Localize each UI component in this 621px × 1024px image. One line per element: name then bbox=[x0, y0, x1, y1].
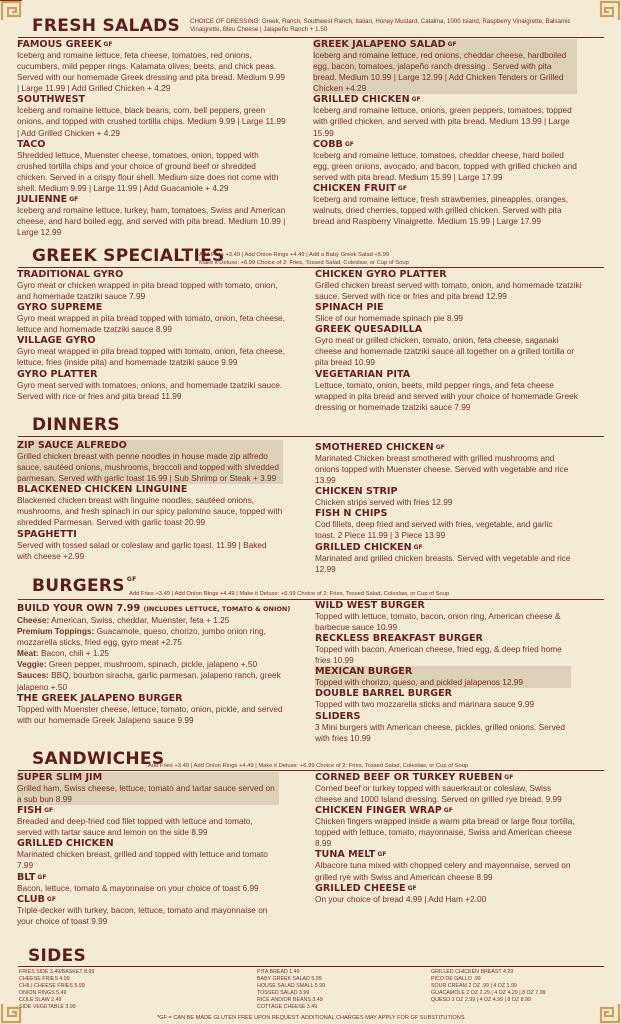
section-title-sides: SIDES bbox=[28, 946, 87, 966]
burgers-right-column bbox=[315, 600, 571, 744]
menu-item: SOUTHWEST Iceberg and romaine lettuce, black beans, corn, bell peppers, green onions, and topped with crushed tortilla chips. Medium 9.99 | Large 11.99 | Add Grilled Chicken + 4.29 bbox=[17, 94, 286, 138]
menu-item: RECKLESS BREAKFAST BURGER Topped with bacon, American cheese, fried egg, & deep fried home fries 10.99 bbox=[315, 633, 562, 666]
menu-item: CHICKEN FRUIT $^{GF}$ Iceberg and romaine lettuce, fresh strawberries, pineapples, oranges, walnuts, dried cherries, topped with grilled chicken. Served with pita bread and Raspberry Vinaigrette. Medium 15.99 | Large 17.99 bbox=[313, 182, 569, 227]
menu-item: CHICKEN GYRO PLATTER Grilled chicken breast served with tomato, onion, and homemade tzatziki sauce. Served with rice or fries and pita bread 12.99 bbox=[315, 269, 582, 302]
section-divider bbox=[18, 770, 604, 771]
menu-item-featured: ZIP SAUCE ALFREDO Grilled chicken breast with penne noodles in house made zip alfredo sauce, sautéed onions, mushrooms, broccoli and topped with shredded parmesan. Served with garlic toast 16.99 | Sub Shrimp or Steak + 3.99 bbox=[17, 440, 283, 484]
dressing-choices: CHOICE OF DRESSING: Greek, Ranch, Southwest Ranch, Italian, Honey Mustard, Catalina, 1000 Island, Raspberry Vinaigrette, Balsamic Vinaigrette, Bleu Cheese | Jalapeño Ranch + 1.50 bbox=[190, 18, 571, 33]
section-title-burgers: BURGERS $^{GF}$ bbox=[32, 576, 137, 596]
menu-item: SLIDERS 3 Mini burgers with American cheese, pickles, grilled onions. Served with fries 10.99 bbox=[315, 710, 565, 743]
side-item: TOSSED SALAD 3.99 bbox=[257, 990, 310, 997]
side-item: BABY GREEK SALAD 5.99 bbox=[257, 976, 322, 983]
dinners-right-column bbox=[315, 442, 573, 575]
menu-item: GRILLED CHICKEN $^{GF}$ Iceberg and romaine lettuce, onions, green peppers, tomatoes, topped with grilled chicken, and served with pita bread. Medium 13.99 | Large 15.99 bbox=[313, 94, 572, 138]
menu-item: DOUBLE BARREL BURGER Topped with two mozzarella sticks and marinara sauce 9.99 bbox=[315, 688, 535, 710]
side-item: SIDE VEGETABLE 3.99 bbox=[19, 1004, 76, 1011]
side-item: HOUSE SALAD SMALL 5.99 bbox=[257, 983, 326, 990]
menu-item-featured: GREEK JALAPENO SALAD $^{GF}$ Iceberg and romaine lettuce, red onions, cheddar cheese, hardboiled egg, bacon, tomatoes, jalapeño ranch dressing . Served with pita bread. Medium 10.99 | Large 12.99 | Add Chicken Tenders or Grilled Chicken +4.29 bbox=[313, 39, 577, 94]
menu-item: CHICKEN STRIP Chicken strips served with fries 12.99 bbox=[315, 486, 453, 508]
byo-option: Cheese: American, Swiss, cheddar, Muenster, feta + 1.25 bbox=[17, 615, 230, 625]
menu-item: SMOTHERED CHICKEN $^{GF}$ Marinated Chicken breast smothered with grilled mushrooms and onions topped with Muenster cheese. Served with vegetable and rice 13.99 bbox=[315, 442, 569, 486]
section-divider bbox=[18, 436, 604, 437]
burgers-addons-note: Add Fries +3.49 | Add Onion Rings +4.49 | Make it Deluxe: +6.99 Choice of 2: Fries, Tossed Salad, Coleslaw, or Cup of Soup bbox=[129, 591, 450, 597]
menu-item: FISH N CHIPS Cod fillets, deep fried and served with fries, vegetable, and garlic toast. 2 Piece 11.99 | 3 Piece 13.99 bbox=[315, 508, 553, 541]
menu-item: TRADITIONAL GYRO Gyro meat or chicken wrapped in pita bread topped with tomato, onion, and homemade tzatziki sauce 7.99 bbox=[17, 269, 278, 302]
menu-item: WILD WEST BURGER Topped with lettuce, tomato, bacon, onion ring, American cheese & barbecue sauce 10.99 bbox=[315, 600, 561, 633]
side-item: COTTAGE CHEESE 3.49 bbox=[257, 1004, 318, 1011]
sandwiches-left-column bbox=[17, 772, 279, 927]
menu-item: CHICKEN FINGER WRAP $^{GF}$ Chicken fingers wrapped inside a warm pita bread or large flour tortilla, topped with lettuce, tomato, mayonnaise, Swiss and American cheese 8.99 bbox=[315, 805, 575, 849]
menu-item: TUNA MELT $^{GF}$ Albacore tuna mixed with chopped celery and mayonnaise, served on grilled rye with Swiss and American cheese 8.99 bbox=[315, 849, 571, 882]
menu-item: FAMOUS GREEK $^{GF}$ Iceberg and romaine lettuce, feta cheese, tomatoes, red onions, cucumbers, mild pepper rings. Kalamata olives, beets, and chick peas. Served with our homemade Greek dressing and pita bread. Medium 9.99 | Large 11.99 | Add Grilled Chicken + 4.29 bbox=[17, 39, 285, 94]
section-title-dinners: DINNERS bbox=[32, 415, 120, 435]
menu-item-featured: MEXICAN BURGER Topped with chorizo, queso, and pickled jalapenos 12.99 bbox=[315, 666, 571, 688]
greek-addons-note: Add Fries +3.49 | Add Onion Rings +4.49 | Add a Baby Greek Salad +5.99 bbox=[199, 252, 390, 258]
menu-item: VILLAGE GYRO Gyro meat wrapped in pita bread topped with tomato, onion, feta cheese, lettuce, fries (inside pita) and homemade tzatziki sauce 9.99 bbox=[17, 335, 285, 368]
menu-item: THE GREEK JALAPENO BURGER Topped with Muenster cheese, lettuce, tomato, onion, pickle, and served with our homemade Greek Jalapeno sauce 9.99 bbox=[17, 692, 283, 725]
menu-item: CLUB $^{GF}$ Triple-decker with turkey, bacon, lettuce, tomato and mayonnaise on your choice of toast 9.99 bbox=[17, 893, 268, 926]
menu-item: VEGETARIAN PITA Lettuce, tomato, onion, beets, mild pepper rings, and feta cheese wrapped in pita bread and served with your choice of homemade Greek dressing or homemade tzatziki sauce 7.99 bbox=[315, 368, 578, 412]
side-item: ONION RINGS 5.49 bbox=[19, 990, 67, 997]
side-item: CHILI CHEESE FRIES 5.99 bbox=[19, 983, 85, 990]
menu-item: CORNED BEEF OR TURKEY RUEBEN $^{GF}$ Corned beef or turkey topped with sauerkraut or coleslaw, Swiss cheese and 1000 Island dressing. Served on grilled rye bread. 9.99 bbox=[315, 772, 562, 805]
sandwiches-addons-note: Add Fries +3.49 | Add Onion Rings +4.49 | Make it Deluxe: +6.99 Choice of 2: Fries, Tossed Salad, Coleslaw, or Cup of Soup bbox=[148, 763, 469, 769]
menu-item: BLACKENED CHICKEN LINGUINE Blackened chicken breast with linguine noodles, sautéed onions, mushrooms, and fresh spinach in our spicy palomino sauce, topped with shredded Parmesan. Served with garlic toast 20.99 bbox=[17, 484, 283, 528]
burgers-left-column bbox=[17, 603, 291, 726]
menu-item: GRILLED CHEESE $^{GF}$ On your choice of bread 4.99 | Add Ham +2.00 bbox=[315, 882, 487, 904]
side-item: RICE AND/OR BEANS 3.49 bbox=[257, 997, 323, 1004]
build-your-own-title: BUILD YOUR OWN 7.99 (INCLUDES LETTUCE, TOMATO & ONION) bbox=[17, 603, 291, 614]
menu-item: SPINACH PIE Slice of our homemade spinach pie 8.99 bbox=[315, 302, 464, 324]
byo-option: Meat: Bacon, chili + 1.25 bbox=[17, 648, 110, 659]
byo-option: Veggie: Green pepper, mushroom, spinach, pickle, jalapeno +.50 bbox=[17, 659, 258, 670]
sides-column-1 bbox=[19, 969, 94, 1012]
menu-item-featured: SUPER SLIM JIM Grilled ham, Swiss cheese, lettuce, tomato and tartar sauce served on a sub bun 8.99 bbox=[17, 772, 279, 805]
menu-item: GREEK QUESADILLA Gyro meat or grilled chicken, tomato, onion, feta cheese, saganaki cheese and homemade tzatziki sauce all together on a grilled tortilla or pita bread 10.99 bbox=[315, 324, 575, 368]
greek-key-ornament-icon bbox=[599, 0, 621, 22]
side-item: PICO DE GALLO .99 bbox=[431, 976, 481, 983]
dinners-left-column bbox=[17, 440, 283, 562]
menu-item: SPAGHETTI Served with tossed salad or coleslaw and garlic toast. 11.99 | Baked with cheese +2.99 bbox=[17, 528, 267, 561]
menu-item: FISH $^{GF}$ Breaded and deep-fried cod filet topped with lettuce and tomato, served with tartar sauce and lemon on the side 8.99 bbox=[17, 805, 253, 838]
menu-item: TACO Shredded lettuce, Muenster cheese, tomatoes, onion, topped with crushed tortilla chips and your choice of ground beef or shredded chicken. Served in a crispy flour shell. Medium size does not come with shell. Medium 9.99 | Large 11.99 | Add Guacamole + 4.29 bbox=[17, 138, 279, 193]
section-divider bbox=[18, 267, 604, 268]
sandwiches-right-column bbox=[315, 772, 577, 905]
sides-column-3 bbox=[431, 969, 546, 1004]
menu-item: BLT $^{GF}$ Bacon, lettuce, tomato & mayonnaise on your choice of toast 6.99 bbox=[17, 871, 259, 893]
menu-item: GYRO SUPREME Gyro meat wrapped in pita bread topped with tomato, onion, feta cheese, lettuce and homemade tzatziki sauce 8.99 bbox=[17, 302, 285, 335]
fresh-salads-left-column bbox=[17, 39, 287, 238]
greek-right-column bbox=[315, 269, 583, 413]
gluten-free-footnote: *GF = CAN BE MADE GLUTEN FREE UPON REQUEST. ADDITIONAL CHARGES MAY APPLY FOR GF SUBSTITUTIONS bbox=[157, 1015, 465, 1021]
section-title-greek-specialties: GREEK SPECIALTIES bbox=[32, 246, 225, 266]
side-item: GRILLED CHICKEN BREAST 4.29 bbox=[431, 969, 514, 975]
menu-item: GRILLED CHICKEN Marinated chicken breast, grilled and topped with lettuce and tomato 7.99 bbox=[17, 838, 268, 871]
fresh-salads-right-column bbox=[313, 39, 577, 227]
greek-key-ornament-icon bbox=[0, 0, 22, 22]
section-title-sandwiches: SANDWICHES bbox=[32, 749, 165, 769]
side-item: QUESO 2 OZ 2.99 | 4 OZ 4.99 | 8 OZ 8.99 bbox=[431, 997, 531, 1004]
byo-option: Sauces: BBQ, bourbon siracha, garlic parmesan, jalapeno ranch, greek jalapeno +.50 bbox=[17, 670, 281, 692]
section-divider bbox=[18, 966, 604, 967]
greek-deluxe-note: Make it Deluxe: +6.99 Choice of 2: Fries, Tossed Salad, Coleslaw, or Cup of Soup bbox=[199, 260, 409, 266]
side-item: COLE SLAW 2.49 bbox=[19, 997, 62, 1004]
greek-left-column bbox=[17, 269, 287, 402]
menu-item: COBB $^{GF}$ Iceberg and romaine lettuce, tomatoes, cheddar cheese, hard boiled egg, green onions, avocado, and bacon, topped with grilled chicken and served with pita bread. Medium 15.99 | Large 17.99 bbox=[313, 138, 577, 182]
menu-item: GYRO PLATTER Gyro meat served with tomatoes, onions, and homemade tzatziki sauce. Served with rice or fries and pita bread 11.99 bbox=[17, 368, 283, 401]
menu-item: JULIENNE $^{GF}$ Iceberg and romaine lettuce, turkey, ham, tomatoes, Swiss and American cheese, and hard boiled egg, and served with pita bread. Medium 10.99 | Large 12.99 bbox=[17, 194, 286, 238]
side-item: SOUR CREAM 2 OZ .99 | 4 OZ 1.99 bbox=[431, 983, 517, 990]
sides-column-2 bbox=[257, 969, 325, 1012]
side-item: PITA BREAD 1.49 bbox=[257, 969, 300, 975]
side-item: FRIES SIDE 3.49/BASKET 8.99 bbox=[19, 969, 95, 975]
section-title-fresh-salads: FRESH SALADS bbox=[32, 16, 181, 36]
side-item: CHEESE FRIES 4.99 bbox=[19, 976, 70, 983]
side-item: GUACAMOLE 2 OZ 2.29 | 4 OZ 4.29 | 8 OZ 7.99 bbox=[431, 990, 546, 997]
byo-option: Premium Toppings: Guacamole, queso, chorizo, jumbo onion ring, mozzarella sticks, fried egg, gyro meat +2.75 bbox=[17, 626, 266, 648]
menu-item: GRILLED CHICKEN $^{GF}$ Marinated and grilled chicken breasts. Served with vegetable and rice 12.99 bbox=[315, 541, 571, 574]
section-divider bbox=[18, 37, 604, 38]
greek-key-ornament-icon bbox=[599, 1002, 621, 1024]
